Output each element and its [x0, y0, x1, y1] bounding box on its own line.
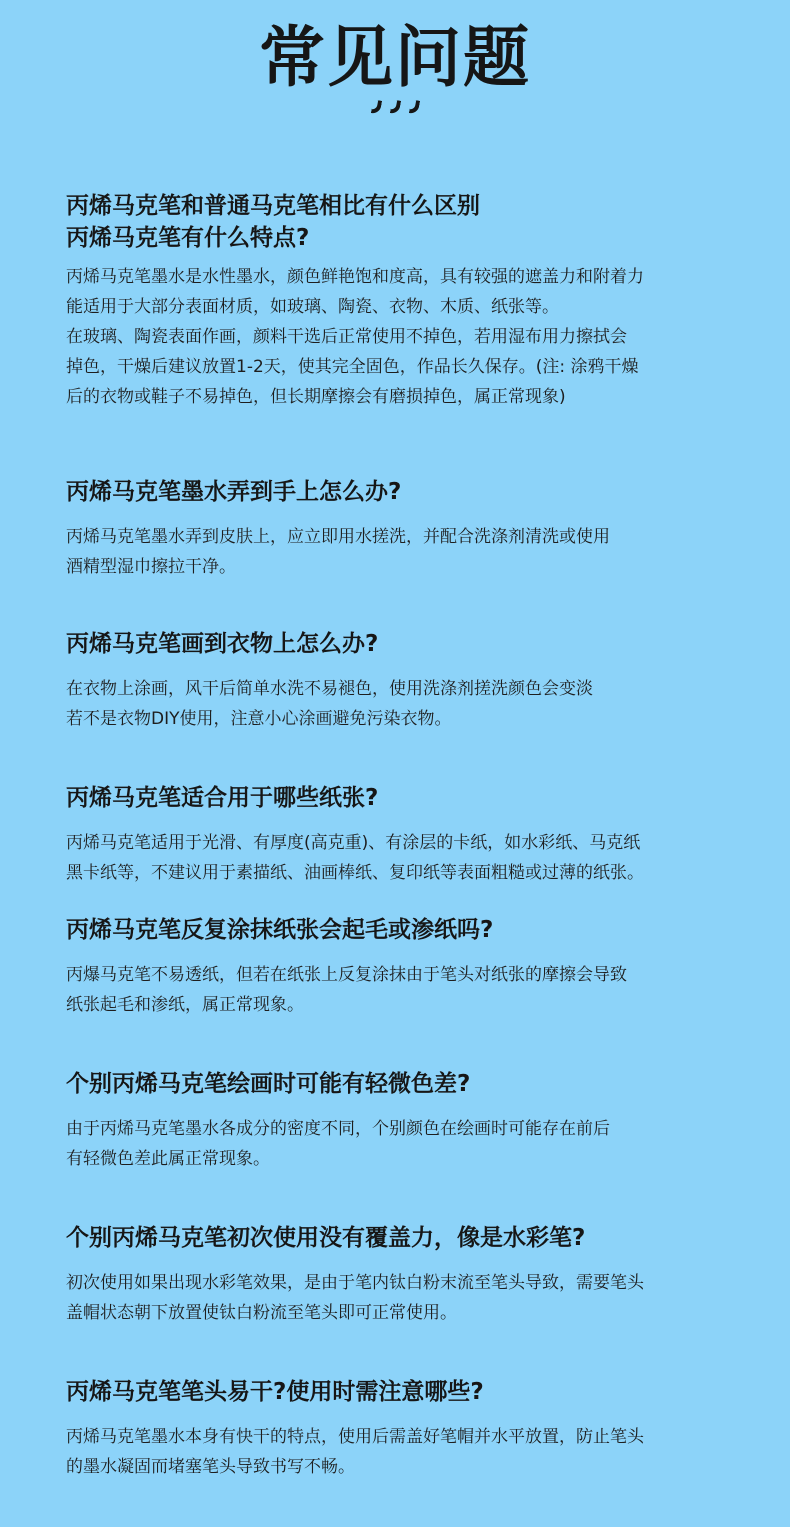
- faq-answer: [66, 828, 766, 888]
- faq-item-tip-drying: [66, 1376, 766, 1482]
- answer-line: 掉色，干燥后建议放置1-2天，使其完全固色，作品长久保存。(注: 涂鸦干燥: [66, 357, 639, 377]
- faq-question: [66, 190, 766, 254]
- faq-answer: [66, 262, 766, 412]
- tick-mark-icon: [408, 99, 419, 114]
- answer-line: 在玻璃、陶瓷表面作画，颜料干选后正常使用不掉色，若用湿布用力擦拭会: [66, 327, 627, 347]
- answer-line: 丙烯马克笔墨水弄到皮肤上，应立即用水搓洗，并配合洗涤剂清洗或使用: [66, 527, 610, 547]
- faq-answer: [66, 1114, 766, 1174]
- answer-line: 由于丙烯马克笔墨水各成分的密度不同，个别颜色在绘画时可能存在前后: [66, 1119, 610, 1139]
- answer-line: 初次使用如果出现水彩笔效果，是由于笔内钛白粉末流至笔头导致，需要笔头: [66, 1273, 644, 1293]
- answer-line: 若不是衣物DIY使用，注意小心涂画避免污染衣物。: [66, 709, 452, 729]
- answer-line: 有轻微色差此属正常现象。: [66, 1149, 270, 1169]
- faq-answer: [66, 1268, 766, 1328]
- faq-question: [66, 782, 766, 814]
- faq-item-ink-on-clothes: [66, 628, 766, 734]
- faq-item-ink-on-hands: [66, 476, 766, 582]
- faq-item-color-difference: [66, 1068, 766, 1174]
- question-line: 个别丙烯马克笔绘画时可能有轻微色差?: [66, 1071, 471, 1097]
- answer-line: 后的衣物或鞋子不易掉色，但长期摩擦会有磨损掉色，属正常现象): [66, 387, 566, 407]
- faq-item-paper-fuzz: [66, 914, 766, 1020]
- tick-mark-icon: [389, 99, 400, 114]
- faq-question: [66, 476, 766, 508]
- question-line: 丙烯马克笔墨水弄到手上怎么办?: [66, 479, 402, 505]
- faq-answer: [66, 1422, 766, 1482]
- answer-line: 丙烯马克笔墨水本身有快干的特点，使用后需盖好笔帽并水平放置，防止笔头: [66, 1427, 644, 1447]
- page-title: 常见问题: [259, 19, 531, 96]
- answer-line: 丙爆马克笔不易透纸，但若在纸张上反复涂抹由于笔头对纸张的摩擦会导致: [66, 965, 627, 985]
- question-line: 丙烯马克笔画到衣物上怎么办?: [66, 631, 379, 657]
- answer-line: 丙烯马克笔墨水是水性墨水，颜色鲜艳饱和度高，具有较强的遮盖力和附着力: [66, 267, 644, 287]
- faq-item-no-coverage: [66, 1222, 766, 1328]
- answer-line: 酒精型湿巾擦拉干净。: [66, 557, 236, 577]
- faq-item-paper-types: [66, 782, 766, 888]
- question-line: 丙烯马克笔笔头易干?使用时需注意哪些?: [66, 1379, 484, 1405]
- question-line: 个别丙烯马克笔初次使用没有覆盖力，像是水彩笔?: [66, 1225, 586, 1251]
- faq-question: [66, 914, 766, 946]
- faq-question: [66, 628, 766, 660]
- answer-line: 能适用于大部分表面材质，如玻璃、陶瓷、衣物、木质、纸张等。: [66, 297, 559, 317]
- tick-mark-icon: [370, 99, 381, 114]
- faq-answer: [66, 674, 766, 734]
- answer-line: 的墨水凝固而堵塞笔头导致书写不畅。: [66, 1457, 355, 1477]
- answer-line: 盖帽状态朝下放置使钛白粉流至笔头即可正常使用。: [66, 1303, 457, 1323]
- faq-answer: [66, 522, 766, 582]
- answer-line: 纸张起毛和渗纸，属正常现象。: [66, 995, 304, 1015]
- question-line: 丙烯马克笔有什么特点?: [66, 225, 310, 251]
- answer-line: 丙烯马克笔适用于光滑、有厚度(高克重)、有涂层的卡纸，如水彩纸、马克纸: [66, 833, 641, 853]
- question-line: 丙烯马克笔和普通马克笔相比有什么区别: [66, 193, 480, 219]
- answer-line: 在衣物上涂画，风干后简单水洗不易褪色，使用洗涤剂搓洗颜色会变淡: [66, 679, 593, 699]
- question-line: 丙烯马克笔反复涂抹纸张会起毛或渗纸吗?: [66, 917, 494, 943]
- faq-question: [66, 1222, 766, 1254]
- answer-line: 黑卡纸等，不建议用于素描纸、油画棒纸、复印纸等表面粗糙或过薄的纸张。: [66, 863, 644, 883]
- faq-question: [66, 1376, 766, 1408]
- faq-item-differences: [66, 190, 766, 412]
- question-line: 丙烯马克笔适合用于哪些纸张?: [66, 785, 379, 811]
- faq-question: [66, 1068, 766, 1100]
- faq-answer: [66, 960, 766, 1020]
- title-decoration: [0, 100, 790, 114]
